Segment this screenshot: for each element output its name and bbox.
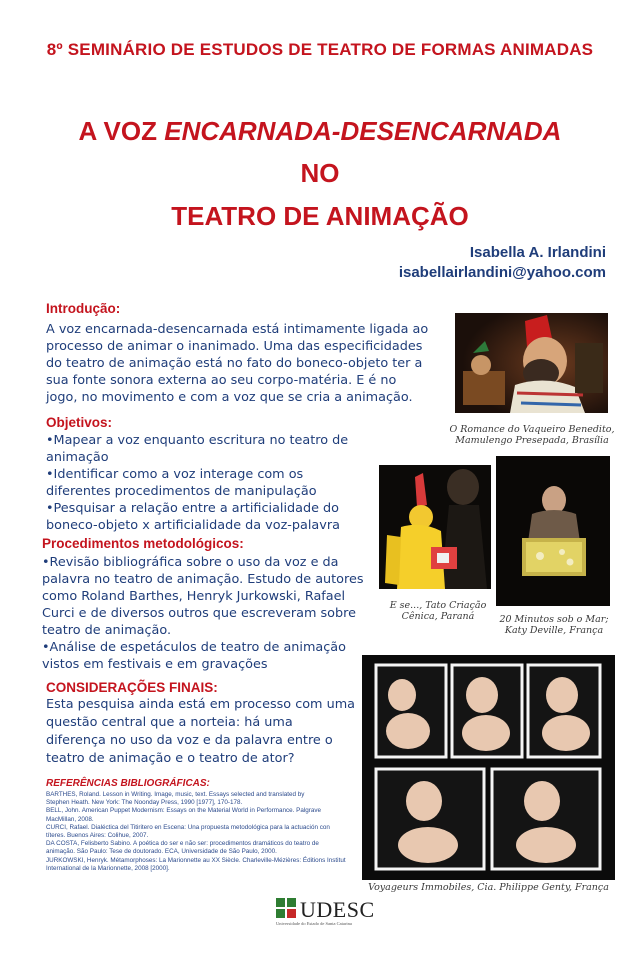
referencia-line: CURCI, Rafael. Dialéctica del Titiritero en Escena: Una propuesta metodológica para la actuación con [46, 823, 330, 831]
author-name: Isabella A. Irlandini [469, 244, 606, 261]
seminar-header: 8º SEMINÁRIO DE ESTUDOS DE TEATRO DE FORMAS ANIMADAS [46, 40, 594, 59]
referencias-list [46, 791, 366, 873]
procedimentos-line: teatro de animação. [42, 623, 172, 638]
referencia-line: MacMillan, 2008. [46, 815, 94, 823]
introducao-text [46, 321, 446, 406]
caption-photo-2 [382, 600, 494, 622]
introducao-line: A voz encarnada-desencarnada está intimamente ligada ao [46, 322, 429, 337]
objetivos-heading: Objetivos: [46, 415, 113, 430]
title-line-3: TEATRO DE ANIMAÇÃO [171, 201, 469, 231]
photo-20-minutos [496, 456, 610, 606]
udesc-logo-mark [276, 898, 296, 918]
referencia-line: JURKOWSKI, Henryk. Métamorphoses: La Marionnette au XX Siècle. Charleville-Mézières: Éditions Institut [46, 856, 346, 864]
author-email: isabellairlandini@yahoo.com [398, 264, 606, 281]
caption-photo-3 [496, 614, 612, 636]
referencia-line: DA COSTA, Felisberto Sabino. A poética do ser e não ser: procedimentos dramáticos do teatro de [46, 840, 319, 848]
referencias-heading: REFERÊNCIAS BIBLIOGRÁFICAS: [46, 778, 210, 789]
yellow-puppet-illustration [379, 465, 491, 589]
udesc-logo-subtitle: Universidade do Estado de Santa Catarina [276, 921, 352, 926]
caption-line: E se..., Tato Criação [389, 600, 487, 611]
caption-photo-1 [448, 424, 616, 446]
voyageurs-grid-illustration [362, 655, 615, 880]
introducao-line: jogo, no movimento e com a voz que se cria a animação. [46, 390, 413, 405]
objetivos-line: •Identificar como a voz interage com os [46, 467, 304, 482]
referencia-line: Stephen Heath. New York: The Noonday Press, 1990 [1977], 170-178. [46, 799, 243, 807]
consideracoes-text [46, 696, 366, 768]
introducao-line: processo de animar o inanimado. Uma das especificidades [46, 339, 423, 354]
aquarium-illustration [496, 456, 610, 606]
objetivos-line: •Pesquisar a relação entre a artificialidade do [46, 501, 340, 516]
title-line-1 [0, 116, 640, 147]
consideracoes-line: teatro de animação e o teatro de ator? [46, 751, 295, 766]
procedimentos-line: •Análise de espetáculos de teatro de animação [42, 640, 346, 655]
introducao-line: sua fonte sonora externa ao seu corpo-matéria. E é no [46, 373, 397, 388]
caption-photo-4 [362, 882, 615, 893]
referencia-line: BELL, John. American Puppet Modernism: Essays on the Material World in Performance. Palgrave [46, 807, 321, 815]
photo-romance-vaqueiro [455, 313, 608, 413]
procedimentos-line: vistos em festivais e em gravações [42, 657, 268, 672]
objetivos-line: boneco-objeto x artificialidade da voz-palavra [46, 518, 340, 533]
procedimentos-line: como Roland Barthes, Henryk Jurkowski, Rafael [42, 589, 346, 604]
photo-voyageurs-immobiles [362, 655, 615, 880]
consideracoes-heading: CONSIDERAÇÕES FINAIS: [46, 680, 218, 695]
caption-line: Katy Deville, França [504, 625, 604, 636]
title-prefix: A VOZ [78, 116, 165, 146]
photo-e-se [379, 465, 491, 589]
introducao-heading: Introdução: [46, 301, 121, 316]
procedimentos-line: •Revisão bibliográfica sobre o uso da voz e da [42, 555, 339, 570]
title-line-2: NO [300, 158, 340, 188]
procedimentos-text [42, 554, 372, 673]
caption-line: 20 Minutos sob o Mar; [499, 614, 609, 625]
referencia-line: BARTHES, Roland. Lesson in Writing. Image, music, text. Essays selected and translated by [46, 791, 305, 798]
objetivos-line: animação [46, 450, 109, 465]
procedimentos-heading: Procedimentos metodológicos: [42, 536, 244, 551]
caption-line: Cênica, Paraná [401, 611, 475, 622]
referencia-line: International de la Marionnette, 2008 [2000]. [46, 864, 170, 872]
referencia-line: animação. São Paulo: Tese de doutorado. ECA, Universidade de São Paulo, 2000. [46, 848, 277, 856]
title-italic: ENCARNADA-DESENCARNADA [164, 116, 562, 146]
procedimentos-line: Curci e de diversos outros que escreveram sobre [42, 606, 356, 621]
procedimentos-line: palavra no teatro de animação. Estudo de autores [42, 572, 364, 587]
caption-line: Voyageurs Immobiles, Cia. Philippe Genty, França [368, 882, 609, 893]
objetivos-text [46, 432, 376, 534]
udesc-logo-text: UDESC [300, 897, 375, 922]
consideracoes-line: questão central que a norteia: há uma [46, 715, 293, 730]
udesc-logo-icon [276, 898, 296, 918]
referencia-line: títeres. Buenos Aires: Colihue, 2007. [46, 832, 149, 840]
puppet-photo-illustration [455, 313, 608, 413]
caption-line: Mamulengo Presepada, Brasília [455, 435, 609, 446]
caption-line: O Romance do Vaqueiro Benedito, [449, 424, 615, 435]
consideracoes-line: diferença no uso da voz e da palavra entre o [46, 733, 333, 748]
objetivos-line: diferentes procedimentos de manipulação [46, 484, 317, 499]
objetivos-line: •Mapear a voz enquanto escritura no teatro de [46, 433, 349, 448]
introducao-line: do teatro de animação está no fato do boneco-objeto ter a [46, 356, 423, 371]
consideracoes-line: Esta pesquisa ainda está em processo com uma [46, 697, 356, 712]
